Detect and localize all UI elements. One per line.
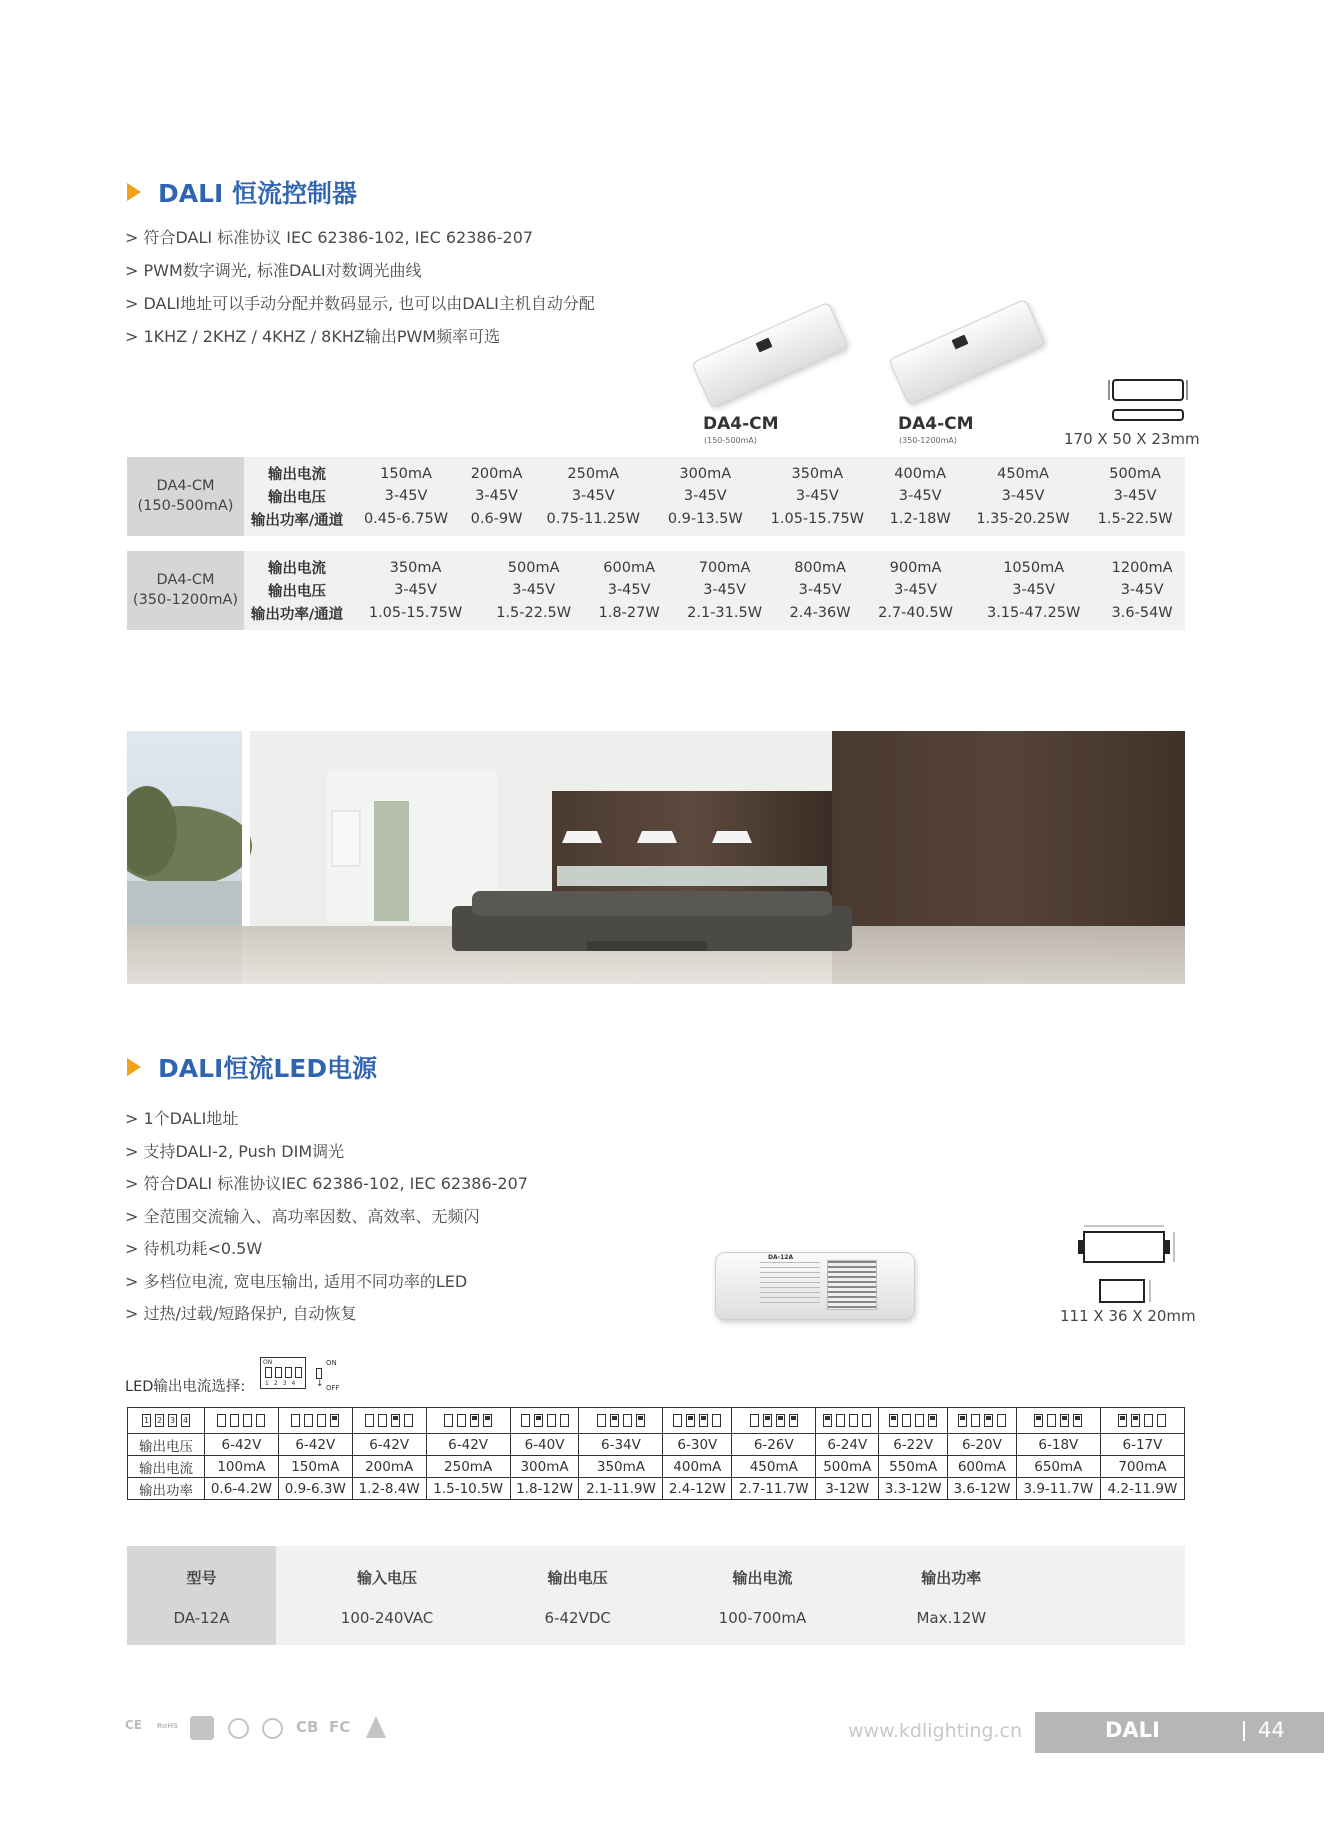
- power-cell: 1.2-8.4W: [352, 1478, 426, 1500]
- dip-switch-icon: [1144, 1414, 1153, 1427]
- dip-switch-icon: [217, 1414, 226, 1427]
- current-cell: 550mA: [879, 1456, 948, 1478]
- dip-switch-icon: [997, 1414, 1006, 1427]
- circle-mark-icon: [262, 1718, 283, 1739]
- footer-section-name: DALI: [1105, 1718, 1160, 1742]
- dip-switch-icon: [256, 1414, 265, 1427]
- dip-switch-icon: [776, 1414, 785, 1427]
- voltage-cell: 6-34V: [579, 1434, 663, 1456]
- current-cell: 300mA: [510, 1456, 579, 1478]
- dip-switch-icon: [1047, 1414, 1056, 1427]
- power-cell: 4.2-11.9W: [1100, 1478, 1184, 1500]
- dip-state-cell: [510, 1408, 579, 1434]
- section1-title: DALI 恒流控制器: [158, 179, 358, 208]
- ce-mark-icon: CE: [125, 1718, 143, 1732]
- feature-item: > 支持DALI-2, Push DIM调光: [125, 1141, 345, 1161]
- power-cell: 3.9-11.7W: [1016, 1478, 1100, 1500]
- current-cell: 250mA: [426, 1456, 510, 1478]
- dip-switch-icon: [1073, 1414, 1082, 1427]
- circle-mark-icon: [228, 1718, 249, 1739]
- dip-switch-icon: [902, 1414, 911, 1427]
- voltage-cell: 6-17V: [1100, 1434, 1184, 1456]
- dip-state-cell: [879, 1408, 948, 1434]
- voltage-cell: 6-30V: [663, 1434, 732, 1456]
- dip-switch-icon: ON 1 2 3 4: [260, 1357, 306, 1389]
- fcc-mark-icon: FC: [329, 1718, 351, 1736]
- dip-state-cell: [278, 1408, 352, 1434]
- row-label: 输出电压: [128, 1434, 205, 1456]
- table-row: 输出电压 3-45V 3-45V 3-45V 3-45V 3-45V 3-45V 3-45V 3-45V: [127, 578, 1185, 603]
- power-cell: 0.9-6.3W: [278, 1478, 352, 1500]
- dip-switch-icon: [365, 1414, 374, 1427]
- dimension-text: 170 X 50 X 23mm: [1064, 430, 1200, 448]
- dip-switch-icon: [230, 1414, 239, 1427]
- dip-header-cell: 1 2 3 4: [128, 1408, 205, 1434]
- dip-switch-icon: [610, 1414, 619, 1427]
- product-name: DA4-CM: [898, 414, 974, 434]
- dip-switch-icon: [378, 1414, 387, 1427]
- table-row: [128, 1456, 1185, 1478]
- feature-item: > 符合DALI 标准协议 IEC 62386-102, IEC 62386-207: [125, 228, 534, 247]
- table-row: 输出电压 3-45V 3-45V 3-45V 3-45V 3-45V 3-45V 3-45V 3-45V: [127, 484, 1185, 509]
- voltage-cell: 6-42V: [426, 1434, 510, 1456]
- row-label: 输出电流: [128, 1456, 205, 1478]
- current-cell: 150mA: [278, 1456, 352, 1478]
- table-row: DA-12A 100-240VAC 6-42VDC 100-700mA Max.12W: [127, 1601, 1185, 1645]
- power-cell: 2.7-11.7W: [732, 1478, 816, 1500]
- dip-switch-icon: [971, 1414, 980, 1427]
- switch-toggle-icon: [316, 1368, 322, 1379]
- dip-switch-icon: [597, 1414, 606, 1427]
- voltage-cell: 6-24V: [816, 1434, 879, 1456]
- spec-table-150-500: [127, 457, 1185, 536]
- product-name: DA4-CM: [703, 414, 779, 434]
- dip-switch-icon: [915, 1414, 924, 1427]
- feature-item: > 过热/过载/短路保护, 自动恢复: [125, 1304, 357, 1323]
- row-label: 输出电流: [244, 551, 350, 578]
- power-cell: 1.8-12W: [510, 1478, 579, 1500]
- current-cell: 100mA: [205, 1456, 279, 1478]
- feature-item: > PWM数字调光, 标准DALI对数调光曲线: [125, 261, 422, 280]
- current-cell: 500mA: [816, 1456, 879, 1478]
- dip-switch-icon: [699, 1414, 708, 1427]
- dip-switch-icon: [1034, 1414, 1043, 1427]
- section2-title: DALI恒流LED电源: [158, 1054, 378, 1083]
- website-url: www.kdlighting.cn: [848, 1720, 1022, 1742]
- current-cell: 700mA: [1100, 1456, 1184, 1478]
- dip-switch-icon: [836, 1414, 845, 1427]
- power-cell: 2.4-12W: [663, 1478, 732, 1500]
- voltage-cell: 6-42V: [352, 1434, 426, 1456]
- dip-switch-icon: [243, 1414, 252, 1427]
- dip-switch-icon: [317, 1414, 326, 1427]
- table-row: DA4-CM (150-500mA) 输出电流 150mA 200mA 250mA 300mA 350mA 400mA 450mA 500mA: [127, 457, 1185, 484]
- dip-state-cell: [732, 1408, 816, 1434]
- feature-item: > DALI地址可以手动分配并数码显示, 也可以由DALI主机自动分配: [125, 294, 595, 313]
- feature-item: > 符合DALI 标准协议IEC 62386-102, IEC 62386-207: [125, 1174, 528, 1193]
- dip-switch-icon: [636, 1414, 645, 1427]
- row-label: 输出功率/通道: [244, 603, 350, 630]
- dip-switch-icon: [483, 1414, 492, 1427]
- dip-switch-icon: [1131, 1414, 1140, 1427]
- page-number: 44: [1258, 1718, 1285, 1742]
- voltage-cell: 6-40V: [510, 1434, 579, 1456]
- dip-switch-icon: [750, 1414, 759, 1427]
- cb-mark-icon: CB: [296, 1718, 319, 1736]
- product-range: (350-1200mA): [899, 436, 958, 445]
- dip-switch-icon: [547, 1414, 556, 1427]
- dip-state-cell: [1100, 1408, 1184, 1434]
- dip-switch-icon: [1060, 1414, 1069, 1427]
- dimension-text: 111 X 36 X 20mm: [1060, 1307, 1196, 1325]
- dip-switch-icon: [560, 1414, 569, 1427]
- feature-item: > 待机功耗<0.5W: [125, 1239, 263, 1258]
- switch-on-label: ON: [326, 1359, 337, 1367]
- dip-switch-icon: [444, 1414, 453, 1427]
- dip-switch-icon: [534, 1414, 543, 1427]
- dip-switch-icon: [889, 1414, 898, 1427]
- dip-state-row: [128, 1408, 1185, 1434]
- table-header-row: 型号 输入电压 输出电压 输出电流 输出功率: [127, 1546, 1185, 1601]
- dip-switch-icon: [291, 1414, 300, 1427]
- dip-state-cell: [663, 1408, 732, 1434]
- dip-switch-icon: [470, 1414, 479, 1427]
- dip-switch-icon: [391, 1414, 400, 1427]
- spec-table-350-1200: [127, 551, 1185, 630]
- section1-heading: [127, 174, 357, 210]
- power-cell: 3-12W: [816, 1478, 879, 1500]
- voltage-cell: 6-42V: [278, 1434, 352, 1456]
- model-cell: DA4-CM (150-500mA): [127, 457, 244, 536]
- switch-off-label: OFF: [326, 1384, 340, 1392]
- row-label: 输出功率/通道: [244, 509, 350, 536]
- dip-state-cell: [816, 1408, 879, 1434]
- power-cell: 3.6-12W: [948, 1478, 1017, 1500]
- dip-switch-icon: [404, 1414, 413, 1427]
- table-row: [128, 1478, 1185, 1500]
- dip-switch-icon: [763, 1414, 772, 1427]
- switch-label: LED输出电流选择:: [125, 1379, 246, 1395]
- dip-switch-icon: [686, 1414, 695, 1427]
- power-cell: 0.6-4.2W: [205, 1478, 279, 1500]
- dip-switch-icon: [712, 1414, 721, 1427]
- dip-state-cell: [1016, 1408, 1100, 1434]
- dip-switch-icon: [849, 1414, 858, 1427]
- dip-switch-icon: [623, 1414, 632, 1427]
- row-label: 输出电压: [244, 484, 350, 509]
- dip-switch-icon: [958, 1414, 967, 1427]
- dip-switch-icon: [789, 1414, 798, 1427]
- interior-photo: [127, 731, 1185, 984]
- dip-state-cell: [948, 1408, 1017, 1434]
- voltage-cell: 6-20V: [948, 1434, 1017, 1456]
- footer-separator: [1243, 1721, 1245, 1741]
- feature-item: > 1KHZ / 2KHZ / 4KHZ / 8KHZ输出PWM频率可选: [125, 327, 501, 346]
- table-row: [128, 1434, 1185, 1456]
- dimension-drawing: [1105, 374, 1190, 430]
- current-cell: 600mA: [948, 1456, 1017, 1478]
- power-cell: 3.3-12W: [879, 1478, 948, 1500]
- model-cell: DA4-CM (350-1200mA): [127, 551, 244, 630]
- dip-switch-icon: [928, 1414, 937, 1427]
- arrow-down-icon: ↓: [316, 1379, 324, 1389]
- power-cell: 1.5-10.5W: [426, 1478, 510, 1500]
- power-cell: 2.1-11.9W: [579, 1478, 663, 1500]
- dip-switch-icon: [1118, 1414, 1127, 1427]
- table-row: 输出功率/通道 0.45-6.75W 0.6-9W 0.75-11.25W 0.9-13.5W 1.05-15.75W 1.2-18W 1.35-20.25W 1.5-22.5W: [127, 509, 1185, 536]
- row-label: 输出电流: [244, 457, 350, 484]
- dip-switch-icon: [521, 1414, 530, 1427]
- product-range: (150-500mA): [704, 436, 757, 445]
- dip-switch-icon: [823, 1414, 832, 1427]
- voltage-cell: 6-26V: [732, 1434, 816, 1456]
- row-label: 输出电压: [244, 578, 350, 603]
- current-cell: 400mA: [663, 1456, 732, 1478]
- current-cell: 650mA: [1016, 1456, 1100, 1478]
- current-selection-table: [127, 1407, 1185, 1500]
- current-cell: 200mA: [352, 1456, 426, 1478]
- dip-switch-icon: [330, 1414, 339, 1427]
- section1-features: [125, 221, 595, 353]
- dip-switch-icon: [457, 1414, 466, 1427]
- table-row: 输出功率/通道 1.05-15.75W 1.5-22.5W 1.8-27W 2.1-31.5W 2.4-36W 2.7-40.5W 3.15-47.25W 3.6-54W: [127, 603, 1185, 630]
- dip-state-cell: [205, 1408, 279, 1434]
- dip-switch-icon: [673, 1414, 682, 1427]
- dip-switch-icon: [984, 1414, 993, 1427]
- current-cell: 350mA: [579, 1456, 663, 1478]
- dip-state-cell: [579, 1408, 663, 1434]
- section2-heading: [127, 1049, 377, 1085]
- dimension-drawing: [1062, 1222, 1187, 1304]
- table-row: DA4-CM (350-1200mA) 输出电流 350mA 500mA 600mA 700mA 800mA 900mA 1050mA 1200mA: [127, 551, 1185, 578]
- rohs-mark-icon: RoHS: [157, 1722, 179, 1730]
- feature-item: > 多档位电流, 宽电压输出, 适用不同功率的LED: [125, 1271, 468, 1291]
- voltage-cell: 6-18V: [1016, 1434, 1100, 1456]
- dip-switch-icon: [1157, 1414, 1166, 1427]
- triangle-bullet-icon: [127, 1058, 141, 1076]
- triangle-mark-icon: [366, 1716, 386, 1738]
- triangle-bullet-icon: [127, 183, 141, 201]
- voltage-cell: 6-42V: [205, 1434, 279, 1456]
- dip-state-cell: [426, 1408, 510, 1434]
- feature-item: > 全范围交流输入、高功率因数、高效率、无频闪: [125, 1206, 480, 1226]
- model-summary-table: [127, 1546, 1185, 1645]
- row-label: 输出功率: [128, 1478, 205, 1500]
- feature-item: > 1个DALI地址: [125, 1109, 239, 1128]
- dip-switch-icon: [862, 1414, 871, 1427]
- voltage-cell: 6-22V: [879, 1434, 948, 1456]
- current-cell: 450mA: [732, 1456, 816, 1478]
- check-mark-icon: [190, 1716, 214, 1740]
- dip-state-cell: [352, 1408, 426, 1434]
- section2-features: [125, 1103, 528, 1331]
- dip-switch-icon: [304, 1414, 313, 1427]
